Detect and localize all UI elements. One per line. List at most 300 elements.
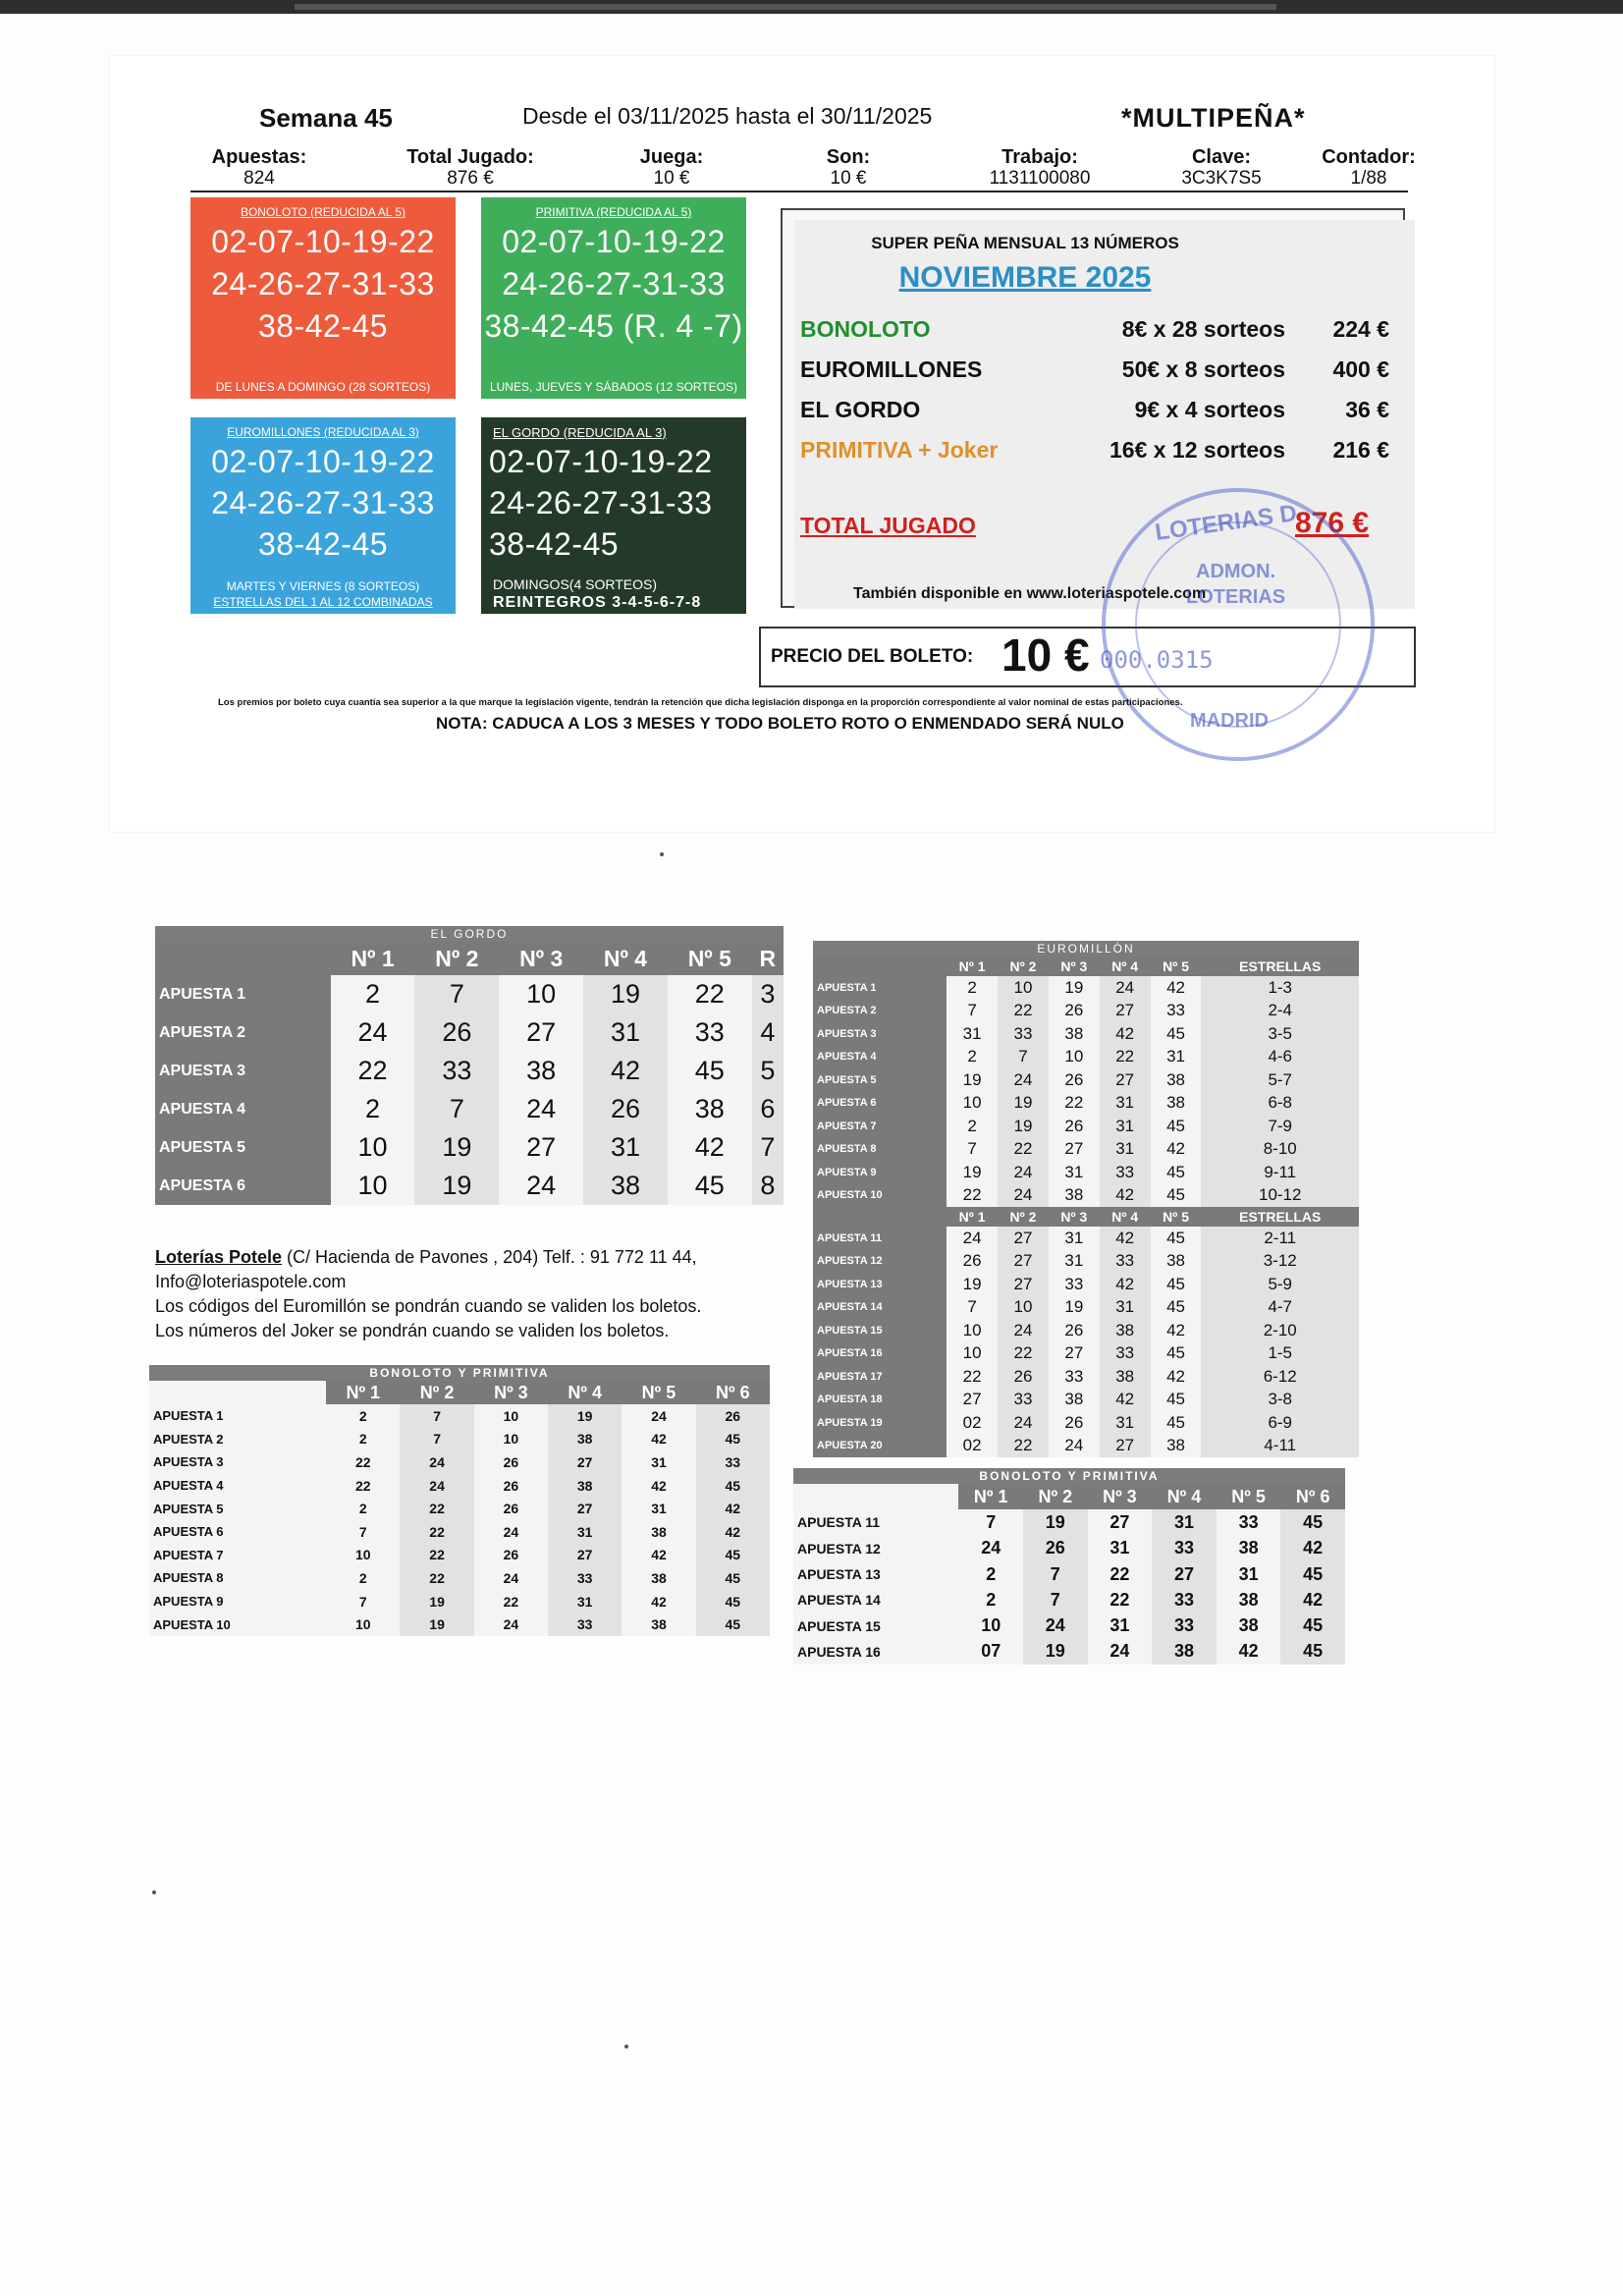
admin-stamp [1102, 488, 1375, 761]
euromillon-table [813, 941, 1359, 1457]
table-row [149, 1497, 770, 1520]
cell-value: 31 [1049, 1161, 1100, 1184]
cell-value: 26 [474, 1497, 548, 1520]
box-footer: DOMINGOS(4 SORTEOS) [493, 576, 657, 592]
header-corner [813, 1207, 947, 1227]
panel-game-calc: 8€ x 28 sorteos [1121, 316, 1285, 342]
cell-value: 26 [1049, 1000, 1100, 1023]
cell-value: 2-11 [1201, 1227, 1359, 1250]
cell-value: 38 [622, 1566, 695, 1590]
cell-value: 33 [1049, 1273, 1100, 1296]
row-label: APUESTA 6 [149, 1520, 326, 1544]
row-label: APUESTA 5 [155, 1128, 331, 1167]
cell-value: 24 [947, 1227, 998, 1250]
header-corner [793, 1484, 958, 1509]
cell-value: 38 [1049, 1389, 1100, 1412]
cell-value: 24 [1023, 1613, 1088, 1638]
cell-value: 10 [947, 1342, 998, 1366]
total-jugado-value: 876 € [1295, 507, 1370, 539]
cell-value: 38 [622, 1613, 695, 1636]
row-label: APUESTA 20 [813, 1435, 947, 1458]
cell-value: 33 [548, 1566, 622, 1590]
cell-value: 38 [1217, 1587, 1281, 1613]
cell-value: 10 [474, 1428, 548, 1451]
nota-caduca: NOTA: CADUCA A LOS 3 MESES Y TODO BOLETO ROTO O ENMENDADO SERÁ NULO [436, 714, 1124, 733]
cell-value: 45 [1151, 1184, 1202, 1208]
row-label: APUESTA 14 [793, 1587, 958, 1613]
cell-value: 2-4 [1201, 1000, 1359, 1023]
cell-value: 33 [998, 1389, 1049, 1412]
cell-value: 22 [947, 1365, 998, 1389]
cell-value: 2 [958, 1561, 1023, 1587]
row-label: APUESTA 12 [793, 1536, 958, 1561]
table-row [813, 1389, 1359, 1412]
row-label: APUESTA 6 [813, 1092, 947, 1116]
table-caption: EUROMILLÓN [813, 941, 1359, 957]
cell-value: 3 [752, 975, 784, 1013]
info-label: Contador: [1322, 146, 1416, 168]
box-numbers: 38-42-45 [257, 526, 389, 562]
cell-value: 26 [1049, 1319, 1100, 1342]
cell-value: 1-3 [1201, 976, 1359, 1000]
info-total-jugado [387, 147, 554, 189]
cell-value: 7 [998, 1046, 1049, 1069]
panel-game-calc: 9€ x 4 sorteos [1134, 397, 1285, 422]
cell-value: 07 [958, 1639, 1023, 1665]
row-label: APUESTA 9 [149, 1590, 326, 1613]
cell-value: 10 [331, 1128, 415, 1167]
table-row [813, 1411, 1359, 1435]
cell-value: 45 [668, 1167, 752, 1205]
cell-value: 19 [548, 1404, 622, 1428]
cell-value: 3-5 [1201, 1022, 1359, 1046]
column-header: Nº 1 [947, 957, 998, 976]
cell-value: 26 [414, 1013, 499, 1052]
cell-value: 9-11 [1201, 1161, 1359, 1184]
cell-value: 33 [1100, 1161, 1151, 1184]
table-row [813, 1022, 1359, 1046]
cell-value: 27 [548, 1450, 622, 1474]
cell-value: 10 [331, 1167, 415, 1205]
cell-value: 24 [474, 1566, 548, 1590]
cell-value: 26 [1023, 1536, 1088, 1561]
cell-value: 4-7 [1201, 1296, 1359, 1320]
row-label: APUESTA 11 [793, 1509, 958, 1535]
column-header: Nº 6 [1280, 1484, 1345, 1509]
cell-value: 6 [752, 1090, 784, 1128]
cell-value: 31 [1100, 1296, 1151, 1320]
cell-value: 7 [958, 1509, 1023, 1535]
column-header: Nº 5 [1151, 1207, 1202, 1227]
row-label: APUESTA 5 [813, 1068, 947, 1092]
cell-value: 45 [1280, 1613, 1345, 1638]
cell-value: 24 [331, 1013, 415, 1052]
cell-value: 19 [414, 1128, 499, 1167]
cell-value: 19 [414, 1167, 499, 1205]
cell-value: 42 [1151, 1365, 1202, 1389]
cell-value: 31 [622, 1450, 695, 1474]
panel-month-title: NOVIEMBRE 2025 [898, 261, 1152, 294]
cell-value: 45 [668, 1052, 752, 1090]
table-row [793, 1536, 1345, 1561]
cell-value: 31 [1152, 1509, 1217, 1535]
cell-value: 10 [326, 1544, 400, 1567]
cell-value: 45 [1280, 1639, 1345, 1665]
cell-value: 10 [326, 1613, 400, 1636]
cell-value: 27 [1049, 1138, 1100, 1162]
cell-value: 42 [1100, 1273, 1151, 1296]
cell-value: 2 [947, 976, 998, 1000]
cell-value: 2 [326, 1566, 400, 1590]
table-row [793, 1561, 1345, 1587]
cell-value: 24 [998, 1411, 1049, 1435]
row-label: APUESTA 4 [155, 1090, 331, 1128]
cell-value: 42 [1151, 1319, 1202, 1342]
cell-value: 38 [1100, 1319, 1151, 1342]
info-apuestas [200, 147, 318, 189]
cell-value: 02 [947, 1411, 998, 1435]
cell-value: 27 [499, 1013, 583, 1052]
column-header: Nº 2 [400, 1381, 473, 1404]
cell-value: 7 [414, 1090, 499, 1128]
row-label: APUESTA 8 [149, 1566, 326, 1590]
stamp-code: 000.0315 [1100, 646, 1214, 674]
row-label: APUESTA 8 [813, 1138, 947, 1162]
shop-address: (C/ Hacienda de Pavones , 204) Telf. : 91 772 11 44, [282, 1247, 697, 1267]
cell-value: 8-10 [1201, 1138, 1359, 1162]
cell-value: 38 [1217, 1613, 1281, 1638]
cell-value: 22 [326, 1474, 400, 1498]
stamp-text: LOTERIAS D [1153, 500, 1299, 546]
cell-value: 4-11 [1201, 1435, 1359, 1458]
column-header: Nº 1 [326, 1381, 400, 1404]
cell-value: 27 [998, 1273, 1049, 1296]
cell-value: 7 [1023, 1561, 1088, 1587]
cell-value: 5 [752, 1052, 784, 1090]
table-caption-row [813, 941, 1359, 957]
cell-value: 19 [1049, 1296, 1100, 1320]
cell-value: 45 [1280, 1561, 1345, 1587]
panel-game-name: BONOLOTO [800, 316, 931, 342]
info-label: Clave: [1191, 146, 1252, 168]
cell-value: 31 [1100, 1092, 1151, 1116]
info-trabajo [966, 147, 1113, 189]
box-numbers: 24-26-27-31-33 [489, 485, 713, 520]
info-value: 10 € [830, 168, 867, 189]
table-row [813, 1068, 1359, 1092]
cell-value: 22 [400, 1544, 473, 1567]
column-header: Nº 3 [499, 942, 583, 975]
cell-value: 19 [947, 1068, 998, 1092]
header-corner [149, 1381, 326, 1404]
column-header: Nº 1 [947, 1207, 998, 1227]
table-row [149, 1404, 770, 1428]
panel-subtitle: SUPER PEÑA MENSUAL 13 NÚMEROS [871, 234, 1179, 252]
cell-value: 10 [474, 1404, 548, 1428]
euromillones-box [190, 417, 456, 614]
table-header-row [155, 942, 784, 975]
cell-value: 42 [1151, 1138, 1202, 1162]
cell-value: 24 [400, 1474, 473, 1498]
cell-value: 19 [998, 1115, 1049, 1138]
cell-value: 38 [499, 1052, 583, 1090]
cell-value: 33 [1152, 1587, 1217, 1613]
table-row [149, 1428, 770, 1451]
box-numbers: 02-07-10-19-22 [502, 224, 726, 259]
cell-value: 33 [414, 1052, 499, 1090]
panel-game-total: 36 € [1345, 397, 1389, 422]
row-label: APUESTA 10 [813, 1184, 947, 1208]
table-row [813, 1319, 1359, 1342]
cell-value: 45 [1280, 1509, 1345, 1535]
cell-value: 33 [1152, 1613, 1217, 1638]
cell-value: 22 [326, 1450, 400, 1474]
cell-value: 6-8 [1201, 1092, 1359, 1116]
box-numbers: 02-07-10-19-22 [211, 444, 435, 479]
cell-value: 22 [1100, 1046, 1151, 1069]
cell-value: 42 [696, 1497, 770, 1520]
cell-value: 42 [1217, 1639, 1281, 1665]
table-header-row [149, 1381, 770, 1404]
row-label: APUESTA 15 [793, 1613, 958, 1638]
cell-value: 6-9 [1201, 1411, 1359, 1435]
cell-value: 42 [1280, 1587, 1345, 1613]
info-label: Juega: [639, 146, 704, 168]
cell-value: 24 [998, 1184, 1049, 1208]
cell-value: 31 [1049, 1227, 1100, 1250]
box-numbers: 38-42-45 (R. 4 -7) [484, 308, 743, 344]
cell-value: 02 [947, 1435, 998, 1458]
column-header: ESTRELLAS [1201, 957, 1359, 976]
table-row [155, 975, 784, 1013]
cell-value: 7 [326, 1520, 400, 1544]
cell-value: 3-12 [1201, 1250, 1359, 1274]
row-label: APUESTA 1 [813, 976, 947, 1000]
row-label: APUESTA 13 [793, 1561, 958, 1587]
euromillon-note: Los códigos del Euromillón se pondrán cuando se validen los boletos. [155, 1296, 702, 1316]
cell-value: 38 [548, 1474, 622, 1498]
stamp-text: LOTERIAS [1186, 586, 1286, 608]
cell-value: 7 [326, 1590, 400, 1613]
cell-value: 42 [622, 1428, 695, 1451]
cell-value: 24 [474, 1613, 548, 1636]
row-label: APUESTA 2 [149, 1428, 326, 1451]
column-header: Nº 4 [1152, 1484, 1217, 1509]
table-row [149, 1590, 770, 1613]
brand-title: *MULTIPEÑA* [1121, 103, 1306, 133]
table-caption-row [793, 1468, 1345, 1484]
cell-value: 24 [1088, 1639, 1153, 1665]
cell-value: 10 [499, 975, 583, 1013]
cell-value: 31 [1217, 1561, 1281, 1587]
cell-value: 10 [1049, 1046, 1100, 1069]
cell-value: 33 [1217, 1509, 1281, 1535]
cell-value: 7 [400, 1428, 473, 1451]
scan-edge-shade [295, 4, 1276, 10]
info-value: 1/88 [1350, 168, 1387, 189]
column-header: Nº 4 [1100, 957, 1151, 976]
box-footer: ESTRELLAS DEL 1 AL 12 COMBINADAS [213, 595, 433, 609]
box-numbers: 02-07-10-19-22 [211, 224, 435, 259]
cell-value: 22 [947, 1184, 998, 1208]
cell-value: 27 [998, 1250, 1049, 1274]
cell-value: 2-10 [1201, 1319, 1359, 1342]
cell-value: 27 [499, 1128, 583, 1167]
cell-value: 38 [583, 1167, 668, 1205]
cell-value: 31 [1100, 1411, 1151, 1435]
row-label: APUESTA 15 [813, 1319, 947, 1342]
cell-value: 22 [1088, 1587, 1153, 1613]
cell-value: 33 [998, 1022, 1049, 1046]
cell-value: 26 [947, 1250, 998, 1274]
column-header: Nº 3 [474, 1381, 548, 1404]
table-caption: EL GORDO [155, 926, 784, 942]
header-corner [155, 942, 331, 975]
cell-value: 26 [696, 1404, 770, 1428]
box-numbers: 24-26-27-31-33 [502, 266, 726, 301]
table-row [793, 1509, 1345, 1535]
cell-value: 45 [696, 1428, 770, 1451]
cell-value: 6-12 [1201, 1365, 1359, 1389]
cell-value: 26 [474, 1474, 548, 1498]
cell-value: 38 [622, 1520, 695, 1544]
cell-value: 4 [752, 1013, 784, 1052]
info-value: 876 € [447, 168, 494, 189]
cell-value: 27 [998, 1227, 1049, 1250]
column-header: Nº 3 [1049, 957, 1100, 976]
row-label: APUESTA 12 [813, 1250, 947, 1274]
info-value: 824 [243, 168, 275, 189]
cell-value: 1-5 [1201, 1342, 1359, 1366]
table-row [149, 1450, 770, 1474]
table-row [813, 1365, 1359, 1389]
cell-value: 27 [548, 1497, 622, 1520]
table-row [813, 1435, 1359, 1458]
cell-value: 24 [474, 1520, 548, 1544]
cell-value: 31 [583, 1128, 668, 1167]
cell-value: 27 [1152, 1561, 1217, 1587]
cell-value: 19 [947, 1273, 998, 1296]
scan-speck [152, 1890, 156, 1894]
info-label: Apuestas: [211, 146, 307, 168]
cell-value: 10 [947, 1092, 998, 1116]
cell-value: 42 [696, 1520, 770, 1544]
cell-value: 27 [1100, 1000, 1151, 1023]
panel-game-total: 216 € [1332, 437, 1389, 463]
cell-value: 31 [1100, 1115, 1151, 1138]
row-label: APUESTA 14 [813, 1296, 947, 1320]
cell-value: 5-9 [1201, 1273, 1359, 1296]
panel-game-total: 400 € [1332, 356, 1389, 382]
table-row [155, 1167, 784, 1205]
row-label: APUESTA 7 [813, 1115, 947, 1138]
cell-value: 2 [326, 1404, 400, 1428]
cell-value: 19 [1049, 976, 1100, 1000]
cell-value: 42 [1100, 1184, 1151, 1208]
cell-value: 2 [326, 1428, 400, 1451]
row-label: APUESTA 7 [149, 1544, 326, 1567]
box-footer: DE LUNES A DOMINGO (28 SORTEOS) [215, 380, 431, 394]
header-corner [813, 957, 947, 976]
cell-value: 31 [1151, 1046, 1202, 1069]
row-label: APUESTA 2 [155, 1013, 331, 1052]
cell-value: 24 [400, 1450, 473, 1474]
box-title: BONOLOTO (REDUCIDA AL 5) [240, 205, 406, 219]
cell-value: 7 [1023, 1587, 1088, 1613]
cell-value: 24 [998, 1319, 1049, 1342]
info-contador [1310, 147, 1428, 189]
row-label: APUESTA 3 [155, 1052, 331, 1090]
cell-value: 45 [1151, 1022, 1202, 1046]
cell-value: 19 [400, 1590, 473, 1613]
cell-value: 45 [696, 1590, 770, 1613]
column-header: Nº 3 [1049, 1207, 1100, 1227]
info-son [809, 147, 888, 189]
cell-value: 33 [1049, 1365, 1100, 1389]
row-label: APUESTA 16 [813, 1342, 947, 1366]
box-numbers: 02-07-10-19-22 [489, 444, 713, 479]
row-label: APUESTA 16 [793, 1639, 958, 1665]
cell-value: 33 [1151, 1000, 1202, 1023]
cell-value: 24 [998, 1068, 1049, 1092]
table-row [813, 1184, 1359, 1208]
row-label: APUESTA 18 [813, 1389, 947, 1412]
box-numbers: 24-26-27-31-33 [211, 485, 435, 520]
cell-value: 2 [958, 1587, 1023, 1613]
cell-value: 31 [548, 1520, 622, 1544]
cell-value: 26 [1049, 1115, 1100, 1138]
cell-value: 19 [400, 1613, 473, 1636]
table-row [155, 1128, 784, 1167]
table-caption: BONOLOTO Y PRIMITIVA [793, 1468, 1345, 1484]
cell-value: 33 [696, 1450, 770, 1474]
column-header: R [752, 942, 784, 975]
column-header: Nº 4 [1100, 1207, 1151, 1227]
table-row [813, 1000, 1359, 1023]
cell-value: 7 [752, 1128, 784, 1167]
table-row [793, 1639, 1345, 1665]
website-note: También disponible en www.loteriaspotele.com [853, 585, 1207, 602]
cell-value: 38 [1217, 1536, 1281, 1561]
table-row [149, 1474, 770, 1498]
box-numbers: 24-26-27-31-33 [211, 266, 435, 301]
panel-game-total: 224 € [1332, 316, 1389, 342]
cell-value: 22 [998, 1342, 1049, 1366]
row-label: APUESTA 17 [813, 1365, 947, 1389]
cell-value: 19 [1023, 1639, 1088, 1665]
panel-game-name: EUROMILLONES [800, 356, 983, 382]
cell-value: 42 [668, 1128, 752, 1167]
cell-value: 2 [331, 975, 415, 1013]
cell-value: 22 [474, 1590, 548, 1613]
gordo-box [481, 417, 746, 614]
cell-value: 33 [668, 1013, 752, 1052]
cell-value: 22 [998, 1435, 1049, 1458]
cell-value: 27 [1100, 1435, 1151, 1458]
row-label: APUESTA 5 [149, 1497, 326, 1520]
table-caption-row [155, 926, 784, 942]
cell-value: 24 [1049, 1435, 1100, 1458]
stamp-text: ADMON. [1196, 561, 1276, 582]
cell-value: 31 [947, 1022, 998, 1046]
cell-value: 10-12 [1201, 1184, 1359, 1208]
cell-value: 31 [622, 1497, 695, 1520]
row-label: APUESTA 3 [149, 1450, 326, 1474]
panel-game-name: PRIMITIVA + Joker [800, 437, 999, 463]
cell-value: 38 [1100, 1365, 1151, 1389]
week-label: Semana 45 [259, 103, 393, 133]
cell-value: 24 [499, 1090, 583, 1128]
